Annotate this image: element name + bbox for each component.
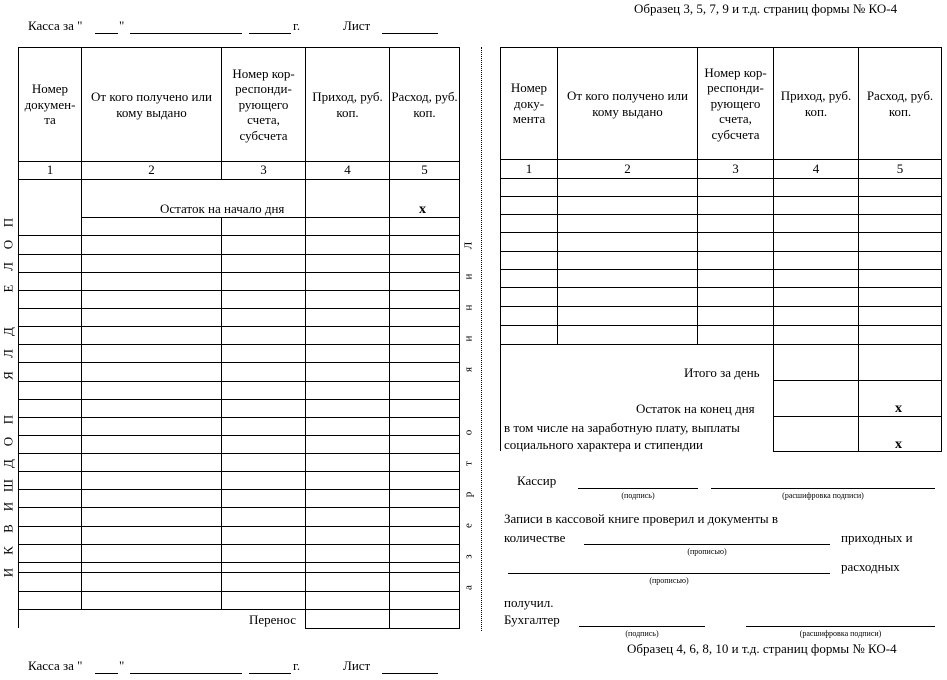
row-line: [18, 362, 460, 363]
quote-close: ": [119, 18, 125, 33]
vertical-letter: В: [0, 524, 16, 534]
row-line: [18, 290, 460, 291]
col-number: 4: [344, 162, 351, 177]
vertical-letter: н: [462, 304, 475, 311]
row-line: [18, 453, 460, 454]
col-number: 3: [732, 161, 739, 176]
col-number: 2: [624, 161, 631, 176]
sheet-label: Лист: [343, 18, 371, 33]
kassa-prefix: Касса за ": [28, 658, 83, 673]
row-line: [500, 196, 942, 197]
row-line: [18, 417, 460, 418]
vertical-letter: И: [0, 502, 16, 512]
vertical-letter: и: [462, 273, 475, 280]
cashier-signature-line: [578, 488, 698, 489]
row-line: [500, 214, 942, 215]
row-line: [500, 325, 942, 326]
col-number: 1: [525, 161, 533, 176]
col-number: 1: [46, 162, 54, 177]
month-blank: [130, 673, 242, 674]
vertical-letter: Е: [0, 284, 16, 293]
carry-label: Перенос: [249, 612, 296, 627]
col-header-account: Номер кор- респонди- рующего счета, субсчета: [232, 65, 295, 143]
row-line: [18, 591, 460, 592]
header-line: [500, 159, 942, 160]
vertical-letter: Л: [0, 349, 16, 359]
cashier-label: Кассир: [517, 473, 557, 488]
col-number: 3: [260, 162, 267, 177]
closing-balance-label: Остаток на конец дня: [636, 401, 755, 416]
vertical-letter: О: [0, 436, 16, 446]
sheet-label: Лист: [343, 658, 371, 673]
row-line: [18, 526, 460, 527]
right-border: [459, 47, 460, 628]
total-day-label: Итого за день: [684, 365, 760, 380]
carry-bottom-line: [305, 628, 460, 629]
row-line: [18, 507, 460, 508]
col-header-from-whom: От кого получено или кому выдано: [567, 88, 688, 119]
incoming-label: приходных и: [841, 530, 913, 545]
kassa-prefix: Касса за ": [28, 18, 83, 33]
vertical-letter: Д: [0, 458, 16, 468]
balance-line: [81, 217, 460, 218]
cut-dotted-line: [481, 47, 482, 631]
row-line: [18, 435, 460, 436]
vertical-letter: о: [462, 429, 475, 435]
day-blank: [95, 673, 118, 674]
signature-caption: (подпись): [625, 629, 659, 638]
col-header-from-whom: От кого получено или кому выдано: [91, 89, 212, 120]
opening-balance-x: х: [419, 202, 426, 217]
vertical-letter: я: [462, 367, 475, 373]
vertical-letter: О: [0, 239, 16, 250]
outgoing-label: расходных: [841, 559, 900, 574]
including-x: х: [895, 437, 902, 452]
right-border: [941, 47, 942, 451]
day-blank: [95, 33, 118, 34]
row-line: [18, 272, 460, 273]
in-words-caption: (прописью): [649, 576, 689, 585]
row-line: [500, 287, 942, 288]
year-suffix: г.: [293, 18, 301, 33]
outgoing-count-line: [508, 573, 830, 574]
vertical-letter: т: [462, 460, 475, 466]
vertical-letter: а: [462, 585, 475, 590]
row-line: [18, 544, 460, 545]
accountant-label: Бухгалтер: [504, 612, 560, 627]
row-line: [18, 381, 460, 382]
opening-balance-label: Остаток на начало дня: [160, 201, 285, 216]
col-header-doc-number: Номер доку- мента: [510, 80, 548, 127]
closing-balance-x: х: [895, 401, 902, 416]
decoding-caption: (расшифровка подписи): [782, 491, 864, 500]
year-suffix: г.: [293, 658, 301, 673]
header-line: [18, 161, 460, 162]
row-line: [18, 562, 460, 563]
sheet-blank: [382, 33, 438, 34]
vertical-letter: И: [0, 567, 16, 578]
total-line: [773, 380, 942, 381]
body-bottom-line: [500, 344, 942, 345]
cashier-decoding-line: [711, 488, 935, 489]
vertical-letter: П: [0, 414, 16, 425]
numbers-line: [18, 179, 460, 180]
col-header-expense: Расход, руб. коп.: [391, 89, 458, 120]
quote-close: ": [119, 658, 125, 673]
col-number: 5: [421, 162, 428, 177]
col-divider: [221, 217, 222, 609]
signature-caption: (подпись): [621, 491, 655, 500]
vertical-letter: К: [0, 546, 16, 555]
vertical-letter: Л: [462, 241, 475, 250]
sample-caption-top: Образец 3, 5, 7, 9 и т.д. страниц формы № КО-4: [634, 1, 898, 16]
decoding-caption: (расшифровка подписи): [799, 629, 882, 638]
accountant-signature-line: [579, 626, 705, 627]
records-checked-text: Записи в кассовой книге проверил и документы в: [504, 511, 779, 526]
vertical-letter: П: [0, 217, 16, 228]
row-line: [500, 251, 942, 252]
col-header-account: Номер кор- респонди- рующего счета, субсчета: [704, 64, 767, 142]
year-blank: [249, 33, 291, 34]
including-label-line1: в том числе на заработную плату, выплаты: [504, 420, 740, 435]
row-line: [18, 344, 460, 345]
row-line: [18, 489, 460, 490]
closing-line: [773, 416, 942, 417]
quantity-label: количестве: [504, 530, 566, 545]
vertical-letter: и: [462, 335, 475, 342]
row-line: [18, 254, 460, 255]
vertical-letter: Я: [0, 371, 16, 380]
row-line: [18, 572, 460, 573]
row-line: [18, 235, 460, 236]
col-header-income: Приход, руб. коп.: [780, 88, 852, 119]
vertical-letter: е: [462, 522, 475, 528]
row-line: [18, 308, 460, 309]
col-header-income: Приход, руб. коп.: [312, 89, 383, 120]
body-bottom-line: [18, 609, 460, 610]
sheet-blank: [382, 673, 438, 674]
vertical-letter: Ш: [0, 478, 16, 492]
sample-caption-bottom: Образец 4, 6, 8, 10 и т.д. страниц формы № КО-4: [627, 641, 897, 656]
in-words-caption: (прописью): [687, 547, 727, 556]
numbers-line: [500, 178, 942, 179]
row-line: [18, 471, 460, 472]
including-line: [773, 451, 942, 452]
accountant-decoding-line: [746, 626, 935, 627]
vertical-letter: Л: [0, 261, 16, 271]
incoming-count-line: [584, 544, 830, 545]
col-header-doc-number: Номер докумен- та: [24, 81, 76, 128]
row-line: [18, 399, 460, 400]
vertical-letter: Д: [0, 327, 16, 337]
col-number: 4: [812, 161, 820, 176]
row-line: [500, 269, 942, 270]
col-header-expense: Расход, руб. коп.: [866, 88, 934, 119]
row-line: [500, 306, 942, 307]
including-label-line2: социального характера и стипендии: [504, 437, 704, 452]
year-blank: [249, 673, 291, 674]
vertical-letter: р: [462, 491, 475, 497]
received-label: получил.: [504, 595, 554, 610]
row-line: [18, 326, 460, 327]
col-number: 5: [896, 161, 904, 176]
col-number: 2: [148, 162, 155, 177]
row-line: [500, 232, 942, 233]
month-blank: [130, 33, 242, 34]
vertical-letter: з: [462, 554, 475, 559]
